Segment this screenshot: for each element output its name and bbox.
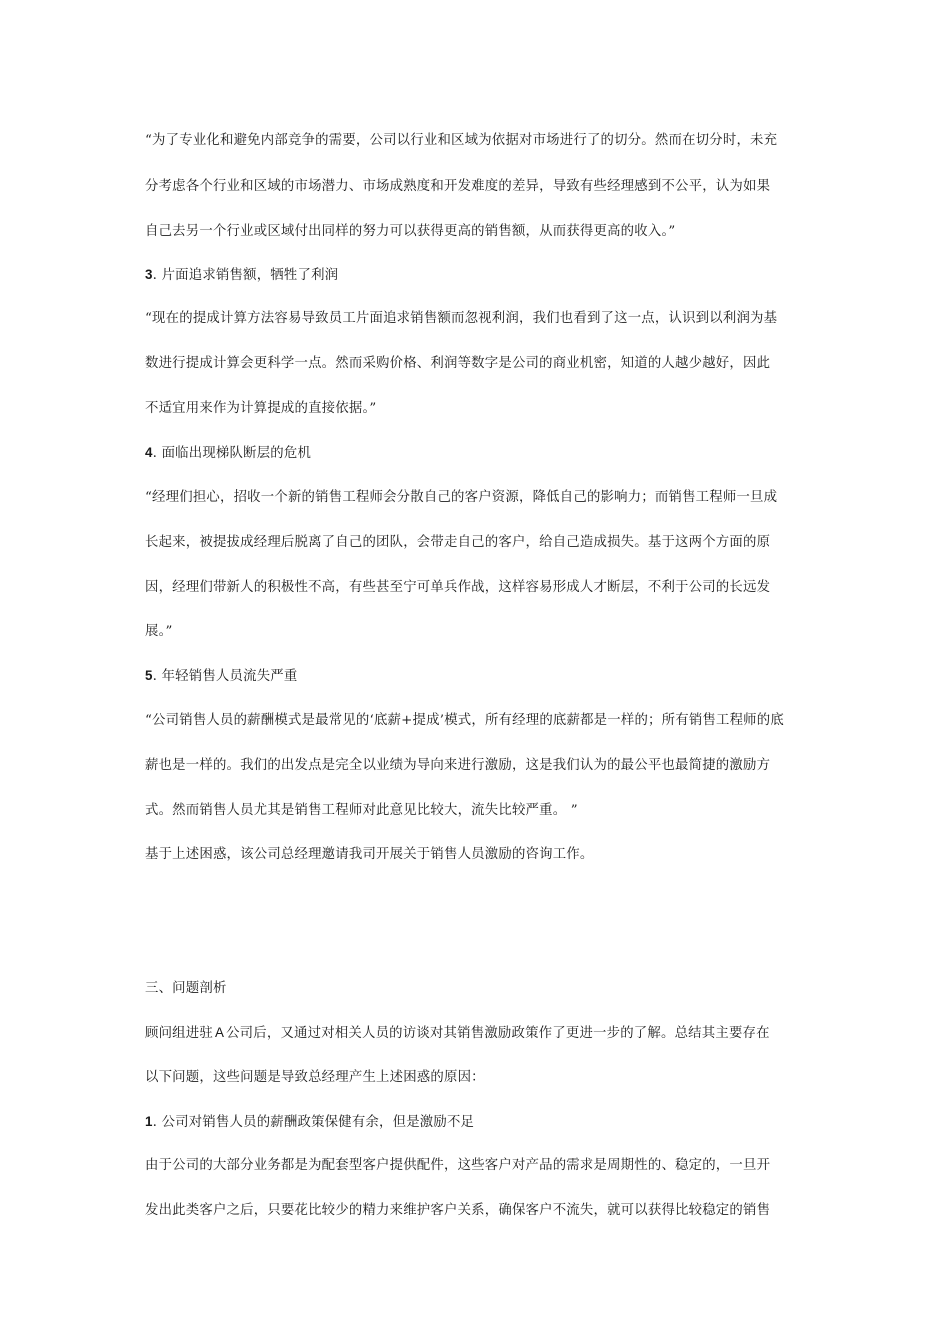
paragraph-line: 展。” <box>145 624 173 639</box>
text-run: 顾问组进驻 <box>145 1026 213 1041</box>
paragraph-line: 以下问题，这些问题是导致总经理产生上述困惑的原因： <box>145 1070 485 1085</box>
heading-text: . 面临出现梯队断层的危机 <box>152 446 312 461</box>
paragraph-line: 基于上述困惑，该公司总经理邀请我司开展关于销售人员激励的咨询工作。 <box>145 847 594 862</box>
text-run: 公司后，又通过对相关人员的访谈对其销售激励政策作了更进一步的了解。总结其主要存在 <box>226 1026 770 1041</box>
heading-number: 3 <box>145 267 153 282</box>
paragraph-line: 分考虑各个行业和区域的市场潜力、市场成熟度和开发难度的差异，导致有些经理感到不公平，认为如果 <box>145 179 771 194</box>
heading-number: 5 <box>145 668 153 683</box>
paragraph-line: 因，经理们带新人的积极性不高，有些甚至宁可单兵作战，这样容易形成人才断层，不利于公司的长远发 <box>145 580 771 595</box>
paragraph-line: “现在的提成计算方法容易导致员工片面追求销售额而忽视利润，我们也看到了这一点，认识到以利润为基 <box>145 311 778 326</box>
paragraph-line: “经理们担心，招收一个新的销售工程师会分散自己的客户资源，降低自己的影响力；而销售工程师一旦成 <box>145 490 778 505</box>
heading-number: 1 <box>145 1114 153 1129</box>
paragraph-line: 数进行提成计算会更科学一点。然而采购价格、利润等数字是公司的商业机密，知道的人越少越好，因此 <box>145 356 771 371</box>
section-heading-3 <box>145 266 338 285</box>
heading-text: . 公司对销售人员的薪酬政策保健有余，但是激励不足 <box>152 1115 475 1130</box>
paragraph-line: 不适宜用来作为计算提成的直接依据。” <box>145 401 377 416</box>
section-title: 三、问题剖析 <box>145 981 227 996</box>
paragraph-line: 式。然而销售人员尤其是销售工程师对此意见比较大，流失比较严重。 ” <box>145 803 578 818</box>
section-heading-5 <box>145 667 297 686</box>
heading-number: 4 <box>145 445 153 460</box>
text-run: A <box>214 1025 225 1040</box>
heading-text: . 年轻销售人员流失严重 <box>152 669 298 684</box>
heading-text: . 片面追求销售额，牺牲了利润 <box>152 268 339 283</box>
paragraph-line: 薪也是一样的。我们的出发点是完全以业绩为导向来进行激励，这是我们认为的最公平也最简捷的激励方 <box>145 758 771 773</box>
paragraph-line: “为了专业化和避免内部竞争的需要，公司以行业和区域为依据对市场进行了的切分。然而在切分时，未充 <box>145 133 778 148</box>
section-heading-1 <box>145 1113 474 1132</box>
section-heading-4 <box>145 444 311 463</box>
paragraph-line: “公司销售人员的薪酬模式是最常见的‘底薪+提成’模式，所有经理的底薪都是一样的；所有销售工程师的底 <box>145 713 784 728</box>
paragraph-line <box>145 1024 770 1043</box>
paragraph-line: 自己去另一个行业或区域付出同样的努力可以获得更高的销售额，从而获得更高的收入。” <box>145 224 676 239</box>
document-page <box>145 0 813 1344</box>
paragraph-line: 由于公司的大部分业务都是为配套型客户提供配件，这些客户对产品的需求是周期性的、稳定的，一旦开 <box>145 1158 771 1173</box>
paragraph-line: 长起来，被提拔成经理后脱离了自己的团队，会带走自己的客户，给自己造成损失。基于这两个方面的原 <box>145 535 771 550</box>
paragraph-line: 发出此类客户之后，只要花比较少的精力来维护客户关系，确保客户不流失，就可以获得比较稳定的销售 <box>145 1203 771 1218</box>
